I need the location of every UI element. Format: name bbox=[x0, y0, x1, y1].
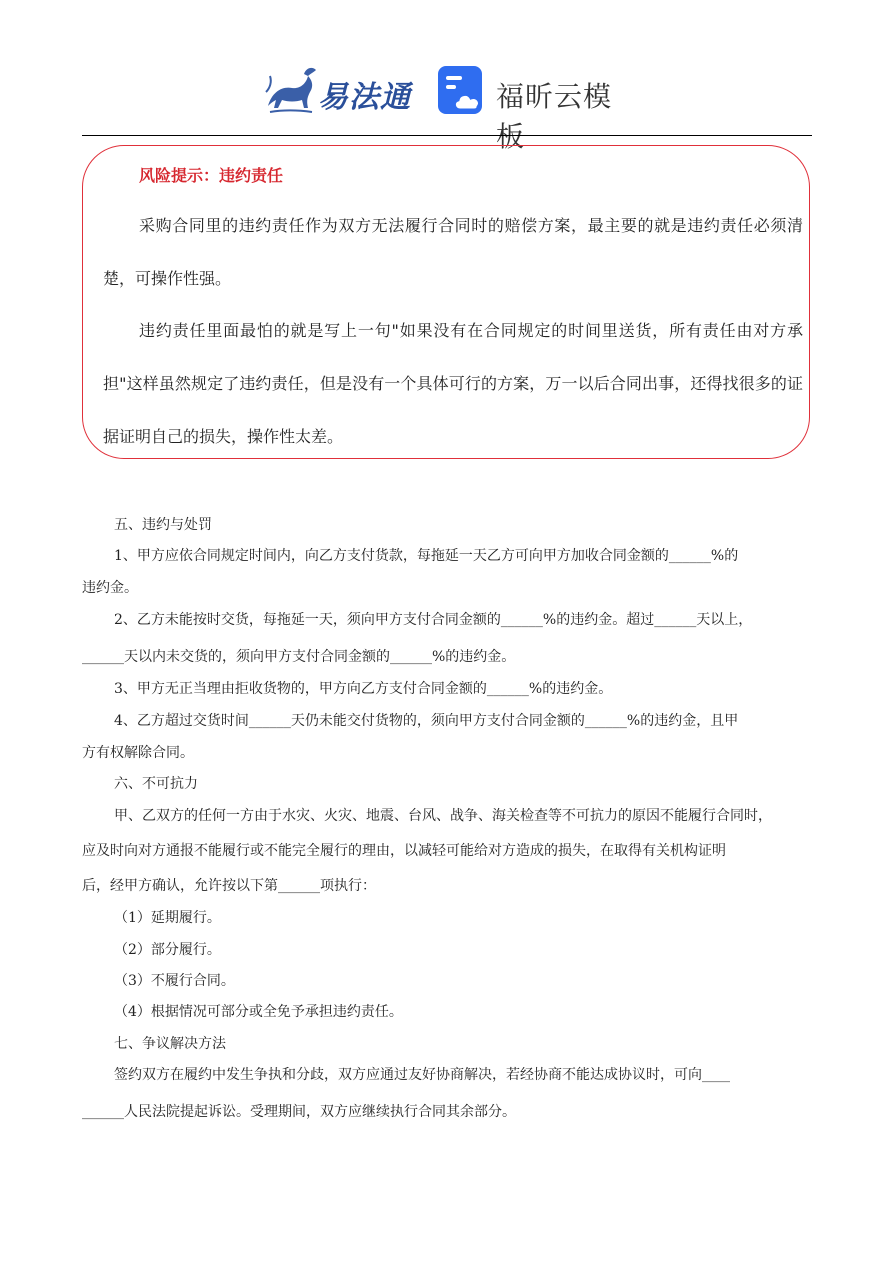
section-heading-dispute: 七、争议解决方法 bbox=[114, 1036, 226, 1052]
clause-line: 应及时向对方通报不能履行或不能完全履行的理由，以减轻可能给对方造成的损失，在取得有关机构证明 bbox=[82, 843, 726, 859]
clause-line: ______天以内未交货的，须向甲方支付合同金额的______%的违约金。 bbox=[82, 649, 516, 665]
risk-tip-title: 风险提示：违约责任 bbox=[139, 166, 284, 185]
yifatong-logo bbox=[262, 62, 412, 120]
clause-line: ______人民法院提起诉讼。受理期间，双方应继续执行合同其余部分。 bbox=[82, 1104, 516, 1120]
clause-line: 甲、乙双方的任何一方由于水灾、火灾、地震、台风、战争、海关检查等不可抗力的原因不能履行合同时， bbox=[114, 808, 772, 824]
clause-line: 1、甲方应依合同规定时间内，向乙方支付货款，每拖延一天乙方可向甲方加收合同金额的______%的 bbox=[114, 548, 739, 564]
risk-tip-paragraph-2: 违约责任里面最怕的就是写上一句"如果没有在合同规定的时间里送货，所有责任由对方承担"这样虽然规定了违约责任，但是没有一个具体可行的方案，万一以后合同出事，还得找很多的证据证明自己的损失，操作性太差。 bbox=[103, 321, 803, 446]
page-header bbox=[0, 60, 893, 153]
foxit-cloud-template-logo bbox=[436, 64, 636, 153]
logo-right-text: 福昕云模板 bbox=[496, 80, 613, 153]
section-heading-force-majeure: 六、不可抗力 bbox=[114, 776, 198, 792]
clause-line: 方有权解除合同。 bbox=[82, 745, 194, 761]
clause-line: 违约金。 bbox=[82, 580, 138, 596]
clause-line: 2、乙方未能按时交货，每拖延一天，须向甲方支付合同金额的______%的违约金。超过______天以上， bbox=[114, 612, 753, 628]
clause-line: 4、乙方超过交货时间______天仍未能交付货物的，须向甲方支付合同金额的______%的违约金，且甲 bbox=[114, 713, 739, 729]
cloud-document-icon bbox=[436, 64, 488, 116]
logo-left-text: 易法通 bbox=[318, 80, 411, 115]
option-item: （3）不履行合同。 bbox=[114, 973, 235, 989]
option-item: （2）部分履行。 bbox=[114, 942, 221, 958]
risk-tip-paragraph-1: 采购合同里的违约责任作为双方无法履行合同时的赔偿方案，最主要的就是违约责任必须清楚，可操作性强。 bbox=[103, 216, 803, 288]
qilin-icon bbox=[262, 62, 320, 120]
clause-line: 3、甲方无正当理由拒收货物的，甲方向乙方支付合同金额的______%的违约金。 bbox=[114, 681, 613, 697]
header-divider bbox=[82, 135, 812, 136]
section-heading-breach: 五、违约与处罚 bbox=[114, 517, 212, 533]
option-item: （4）根据情况可部分或全免予承担违约责任。 bbox=[114, 1004, 403, 1020]
clause-line: 后，经甲方确认，允许按以下第______项执行： bbox=[82, 878, 376, 894]
risk-tip-box bbox=[82, 145, 810, 459]
clause-line: 签约双方在履约中发生争执和分歧，双方应通过友好协商解决，若经协商不能达成协议时，可向____ bbox=[114, 1067, 730, 1083]
option-item: （1）延期履行。 bbox=[114, 910, 221, 926]
